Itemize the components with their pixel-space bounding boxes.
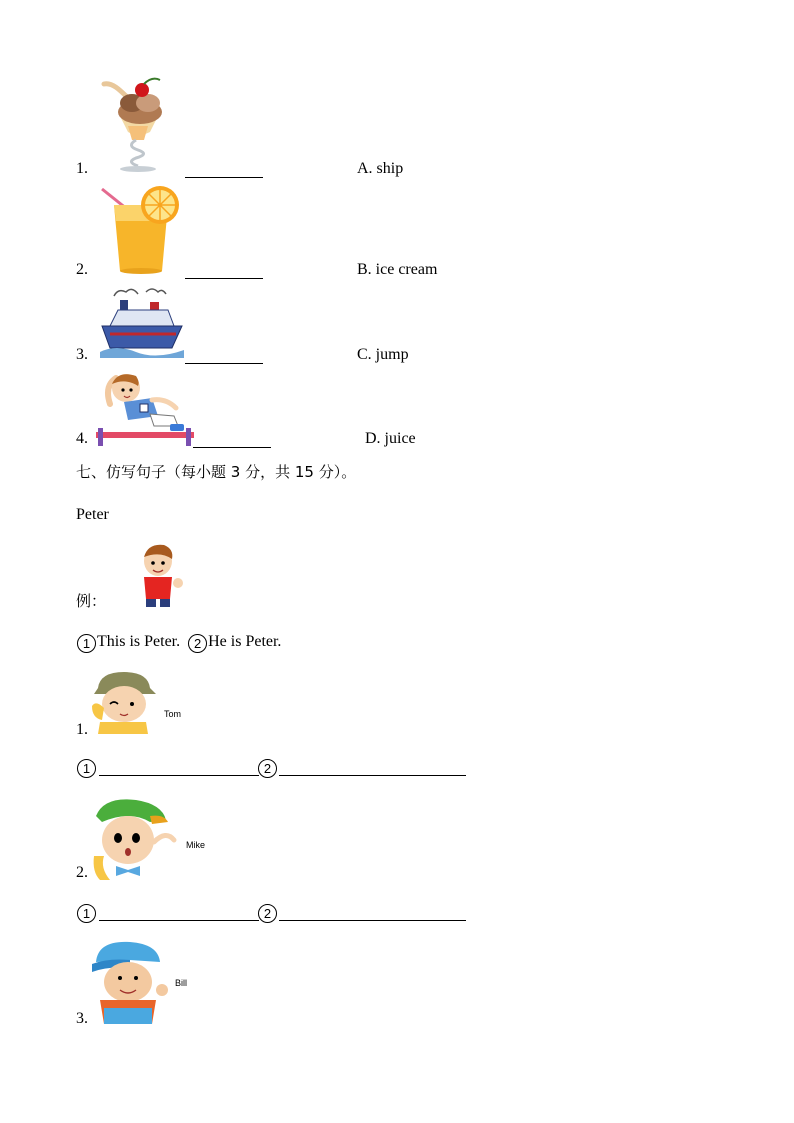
circled-number: 1 bbox=[77, 903, 97, 923]
character-name: Tom bbox=[164, 709, 182, 719]
item-number: 1. bbox=[76, 160, 88, 177]
option-label: D. juice bbox=[365, 430, 416, 447]
item-number: 3. bbox=[76, 346, 88, 363]
question-number: 1. bbox=[76, 721, 88, 738]
answer-blank[interactable] bbox=[279, 920, 466, 921]
option-label: A. ship bbox=[357, 160, 404, 177]
bill-picture bbox=[90, 938, 176, 1024]
item-number: 2. bbox=[76, 261, 88, 278]
ship-picture bbox=[96, 286, 186, 362]
circled-number: 2 bbox=[188, 634, 207, 653]
peter-picture bbox=[138, 543, 186, 609]
example-label: 例： bbox=[76, 592, 107, 610]
answer-blank[interactable] bbox=[279, 775, 466, 776]
circled-number: 1 bbox=[77, 634, 96, 653]
tom-picture bbox=[90, 666, 160, 734]
question-number: 3. bbox=[76, 1010, 88, 1027]
question-number: 2. bbox=[76, 864, 88, 881]
example-sentence-1: This is Peter. bbox=[97, 633, 181, 650]
answer-blank[interactable] bbox=[193, 447, 271, 448]
example-sentences bbox=[77, 633, 281, 653]
answer-blank[interactable] bbox=[185, 177, 263, 178]
answer-blank[interactable] bbox=[185, 278, 263, 279]
juice-picture bbox=[98, 183, 186, 277]
answer-blank[interactable] bbox=[99, 920, 259, 921]
jumping-boy-picture bbox=[96, 368, 194, 448]
circled-number: 2 bbox=[258, 903, 278, 923]
circled-number: 2 bbox=[258, 758, 278, 778]
option-label: C. jump bbox=[357, 346, 409, 363]
circled-number: 1 bbox=[77, 758, 97, 778]
option-label: B. ice cream bbox=[357, 261, 438, 278]
item-number: 4. bbox=[76, 430, 88, 447]
section-heading: 七、仿写句子（每小题 3 分，共 15 分）。 bbox=[76, 463, 357, 481]
mike-picture bbox=[90, 796, 180, 880]
character-name: Mike bbox=[186, 840, 206, 850]
example-name: Peter bbox=[76, 506, 109, 523]
example-sentence-2: He is Peter. bbox=[208, 633, 282, 650]
answer-blank[interactable] bbox=[99, 775, 259, 776]
ice-cream-picture bbox=[98, 76, 178, 174]
character-name: Bill bbox=[175, 978, 188, 988]
answer-blank[interactable] bbox=[185, 363, 263, 364]
